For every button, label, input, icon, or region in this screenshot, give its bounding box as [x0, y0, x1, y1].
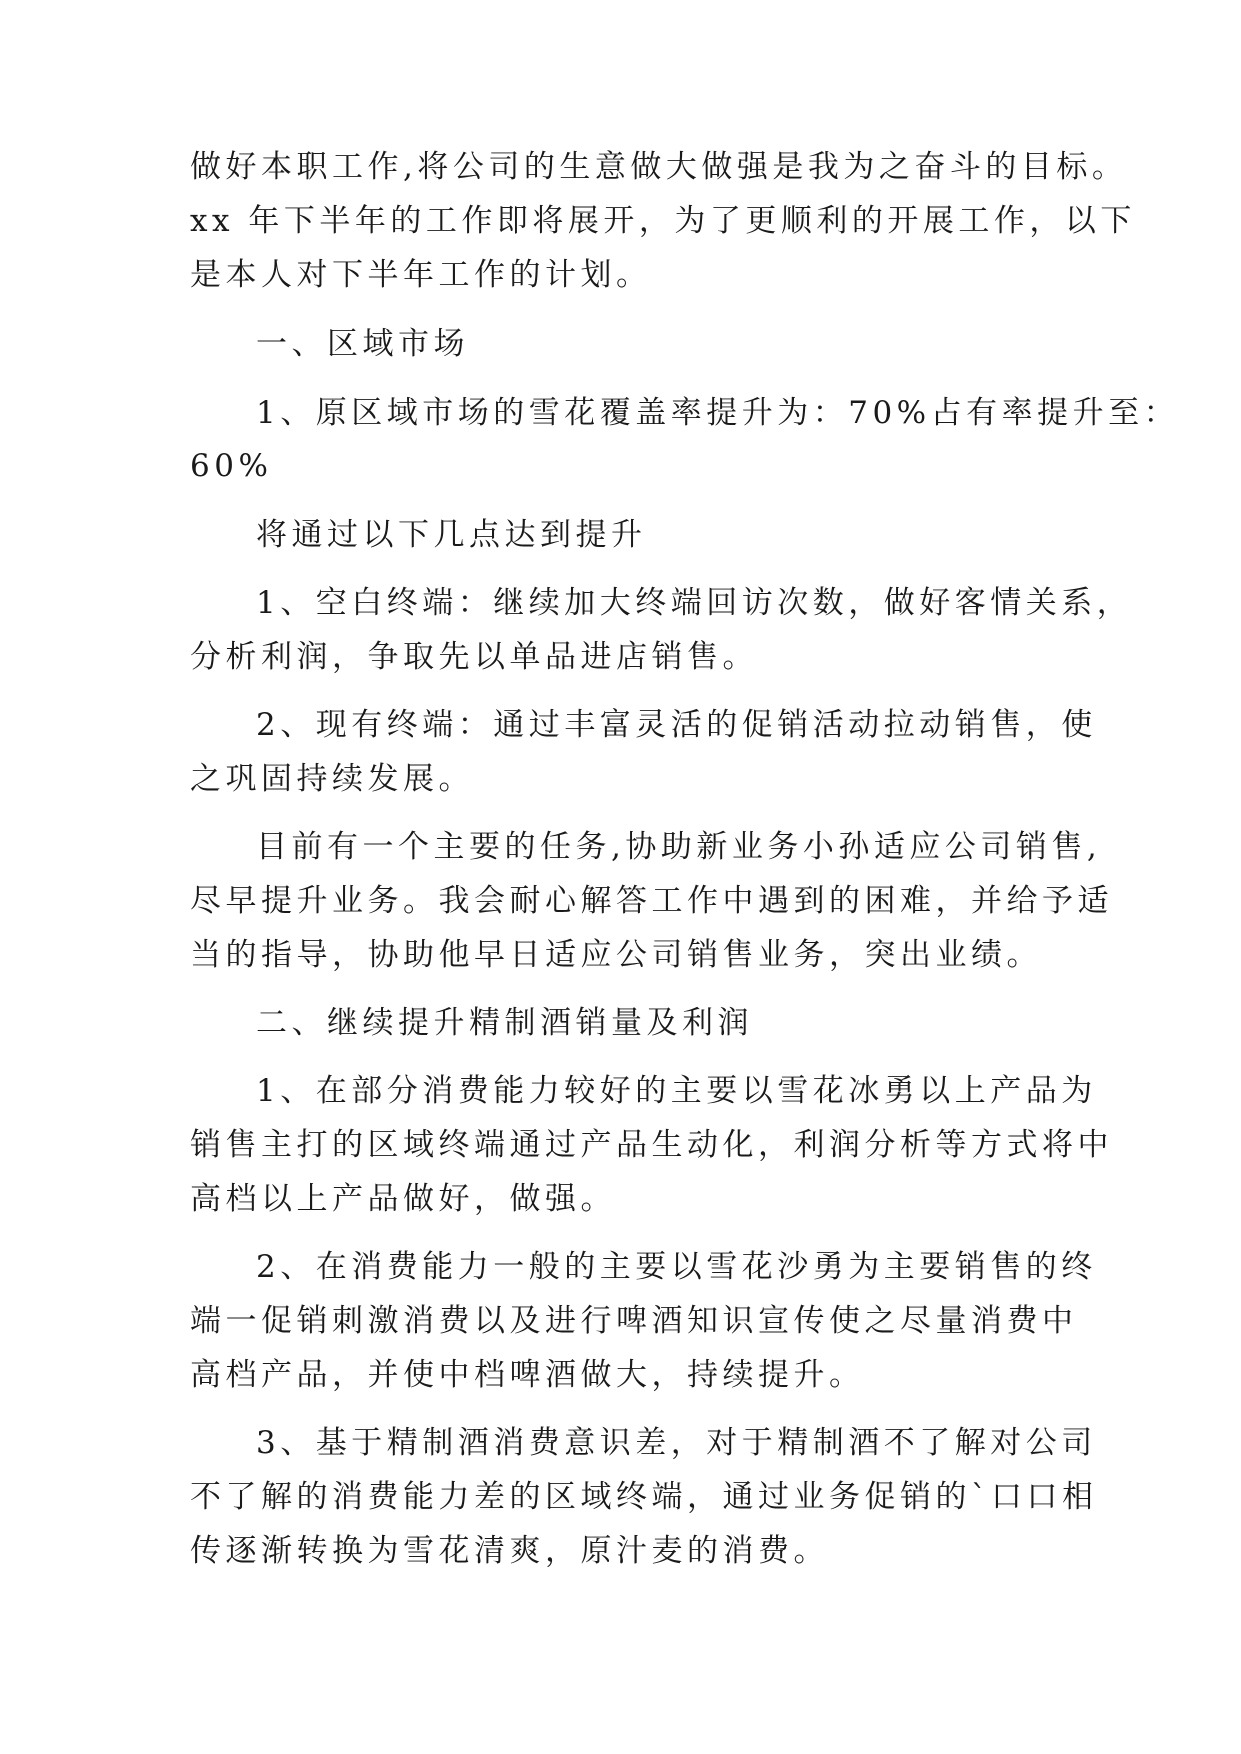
text-line-14: 当的指导，协助他早日适应公司销售业务，突出业绩。: [190, 937, 1042, 973]
section-heading-1: 一、区域市场: [256, 326, 469, 362]
text-line-7: 将通过以下几点达到提升: [256, 517, 647, 553]
text-line-8: 1、空白终端：继续加大终端回访次数，做好客情关系，: [256, 585, 1133, 621]
text-line-6: 60%: [190, 448, 273, 484]
text-line-3: 是本人对下半年工作的计划。: [190, 257, 652, 293]
text-line-13: 尽早提升业务。我会耐心解答工作中遇到的困难，并给予适: [190, 883, 1113, 919]
text-line-16: 1、在部分消费能力较好的主要以雪花冰勇以上产品为: [256, 1073, 1097, 1109]
text-line-12: 目前有一个主要的任务,协助新业务小孙适应公司销售,: [256, 829, 1102, 865]
text-line-10: 2、现有终端：通过丰富灵活的促销活动拉动销售，使: [256, 707, 1097, 743]
text-line-11: 之巩固持续发展。: [190, 761, 474, 797]
text-line-9: 分析利润，争取先以单品进店销售。: [190, 639, 758, 675]
text-line-1: 做好本职工作,将公司的生意做大做强是我为之奋斗的目标。: [190, 149, 1128, 185]
text-line-21: 高档产品，并使中档啤酒做大，持续提升。: [190, 1357, 865, 1393]
text-line-23: 不了解的消费能力差的区域终端，通过业务促销的`口口相: [190, 1479, 1098, 1515]
text-line-22: 3、基于精制酒消费意识差，对于精制酒不了解对公司: [256, 1425, 1097, 1461]
text-line-17: 销售主打的区域终端通过产品生动化，利润分析等方式将中: [190, 1127, 1113, 1163]
text-line-5: 1、原区域市场的雪花覆盖率提升为：70%占有率提升至：: [256, 395, 1180, 431]
text-line-19: 2、在消费能力一般的主要以雪花沙勇为主要销售的终: [256, 1249, 1097, 1285]
text-line-24: 传逐渐转换为雪花清爽，原汁麦的消费。: [190, 1533, 829, 1569]
text-line-20: 端一促销刺激消费以及进行啤酒知识宣传使之尽量消费中: [190, 1303, 1078, 1339]
text-line-2: xx 年下半年的工作即将展开，为了更顺利的开展工作，以下: [190, 203, 1136, 239]
text-line-18: 高档以上产品做好，做强。: [190, 1181, 616, 1217]
section-heading-2: 二、继续提升精制酒销量及利润: [256, 1005, 753, 1041]
